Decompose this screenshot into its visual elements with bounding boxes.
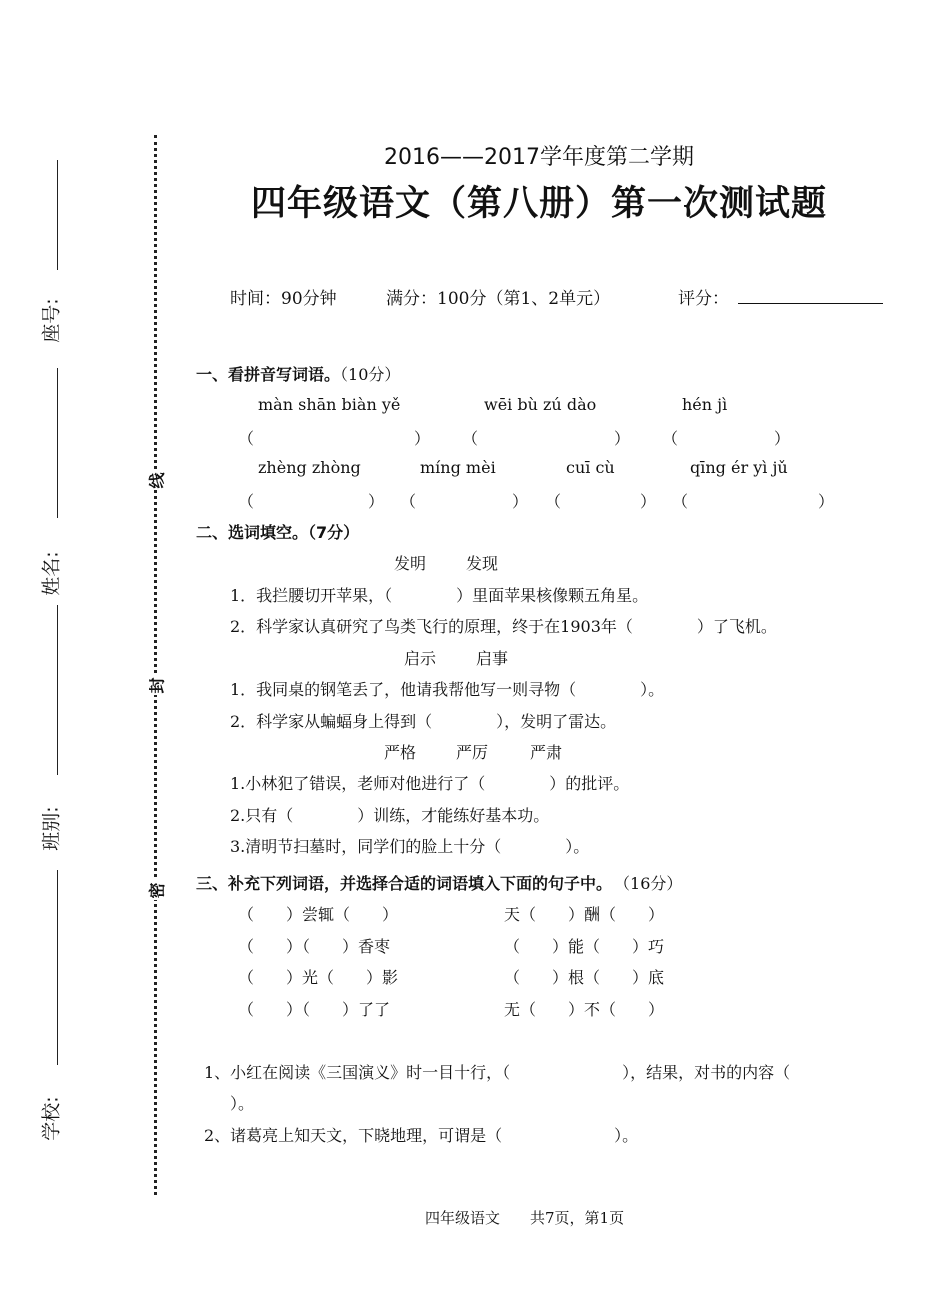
sentence-question-2: 2、诸葛亮上知天文，下晓地理，可谓是（ ）。 xyxy=(204,1126,639,1145)
pinyin-item: qīng ér yì jǔ xyxy=(690,458,788,477)
blank-close[interactable]: ） xyxy=(818,492,835,511)
word-choice: 发明 xyxy=(394,554,427,573)
blank-open[interactable]: （ xyxy=(672,492,689,511)
sentence-question-1-cont: ）。 xyxy=(230,1094,255,1113)
blank-close[interactable]: ） xyxy=(512,492,529,511)
class-line-top xyxy=(57,605,58,775)
pinyin-item: zhèng zhòng xyxy=(258,458,361,477)
section3-heading: 三、补充下列词语，并选择合适的词语填入下面的句子中。 （16分） xyxy=(196,874,683,893)
pinyin-item: cuī cù xyxy=(566,458,615,477)
pinyin-item: míng mèi xyxy=(420,458,496,477)
score-label: 评分： xyxy=(678,289,729,309)
name-label: 姓名: xyxy=(40,550,63,596)
blank-open[interactable]: （ xyxy=(662,429,679,448)
idiom-fill: （ ）尝辄（ ） xyxy=(238,905,399,924)
idiom-fill: 天（ ）酬（ ） xyxy=(504,905,665,924)
question-item: 1．我同桌的钢笔丢了，他请我帮他写一则寻物（ ）。 xyxy=(230,680,665,699)
sentence-question-1: 1、小红在阅读《三国演义》时一目十行，（ ），结果，对书的内容（ xyxy=(204,1063,791,1082)
blank-close[interactable]: ） xyxy=(774,429,791,448)
question-item: 2．科学家从蝙蝠身上得到（ ），发明了雷达。 xyxy=(230,712,617,731)
word-choice: 严厉 xyxy=(456,743,489,762)
full-score-info: 满分：100分（第1、2单元） xyxy=(386,289,611,309)
question-item: 1．我拦腰切开苹果，（ ）里面苹果核像颗五角星。 xyxy=(230,586,649,605)
word-choice: 发现 xyxy=(466,554,499,573)
section1-heading: 一、看拼音写词语。（10分） xyxy=(196,365,401,384)
question-item: 2.只有（ ）训练，才能练好基本功。 xyxy=(230,806,550,825)
blank-close[interactable]: ） xyxy=(368,492,385,511)
idiom-fill: （ ）（ ）香枣 xyxy=(238,937,391,956)
word-choice: 严格 xyxy=(384,743,417,762)
page-title: 四年级语文（第八册）第一次测试题 xyxy=(250,183,827,224)
seat-label: 座号: xyxy=(40,297,63,343)
class-label: 班别: xyxy=(40,805,63,851)
name-line-top xyxy=(57,368,58,518)
idiom-fill: （ ）（ ）了了 xyxy=(238,1000,391,1019)
question-item: 3.清明节扫墓时，同学们的脸上十分（ ）。 xyxy=(230,837,590,856)
blank-open[interactable]: （ xyxy=(462,429,479,448)
cut-word-feng: 封 xyxy=(147,676,167,694)
blank-open[interactable]: （ xyxy=(400,492,417,511)
pinyin-item: wēi bù zú dào xyxy=(484,395,597,414)
pinyin-item: hén jì xyxy=(682,395,728,414)
blank-open[interactable]: （ xyxy=(238,429,255,448)
cut-word-xian: 线 xyxy=(147,471,167,489)
blank-open[interactable]: （ xyxy=(545,492,562,511)
word-choice: 启事 xyxy=(476,649,509,668)
blank-close[interactable]: ） xyxy=(640,492,657,511)
question-item: 1.小林犯了错误，老师对他进行了（ ）的批评。 xyxy=(230,774,630,793)
blank-open[interactable]: （ xyxy=(238,492,255,511)
blank-close[interactable]: ） xyxy=(614,429,631,448)
section2-heading: 二、选词填空。（7分） xyxy=(196,523,360,542)
cut-dotted-line xyxy=(154,135,157,1195)
score-blank[interactable] xyxy=(738,303,883,304)
cut-word-mi: 密 xyxy=(147,881,167,899)
blank-close[interactable]: ） xyxy=(414,429,431,448)
word-choice: 启示 xyxy=(404,649,437,668)
page-footer: 四年级语文 共7页，第1页 xyxy=(425,1209,625,1227)
idiom-fill: 无（ ）不（ ） xyxy=(504,1000,665,1019)
idiom-fill: （ ）根（ ）底 xyxy=(504,968,665,987)
time-info: 时间：90分钟 xyxy=(230,289,337,309)
school-label: 学校: xyxy=(40,1095,63,1141)
pinyin-item: màn shān biàn yě xyxy=(258,395,401,414)
idiom-fill: （ ）能（ ）巧 xyxy=(504,937,665,956)
idiom-fill: （ ）光（ ）影 xyxy=(238,968,399,987)
question-item: 2．科学家认真研究了鸟类飞行的原理，终于在1903年（ ）了飞机。 xyxy=(230,617,777,636)
word-choice: 严肃 xyxy=(530,743,563,762)
school-line-top xyxy=(57,870,58,1065)
year-line: 2016——2017学年度第二学期 xyxy=(384,145,694,170)
